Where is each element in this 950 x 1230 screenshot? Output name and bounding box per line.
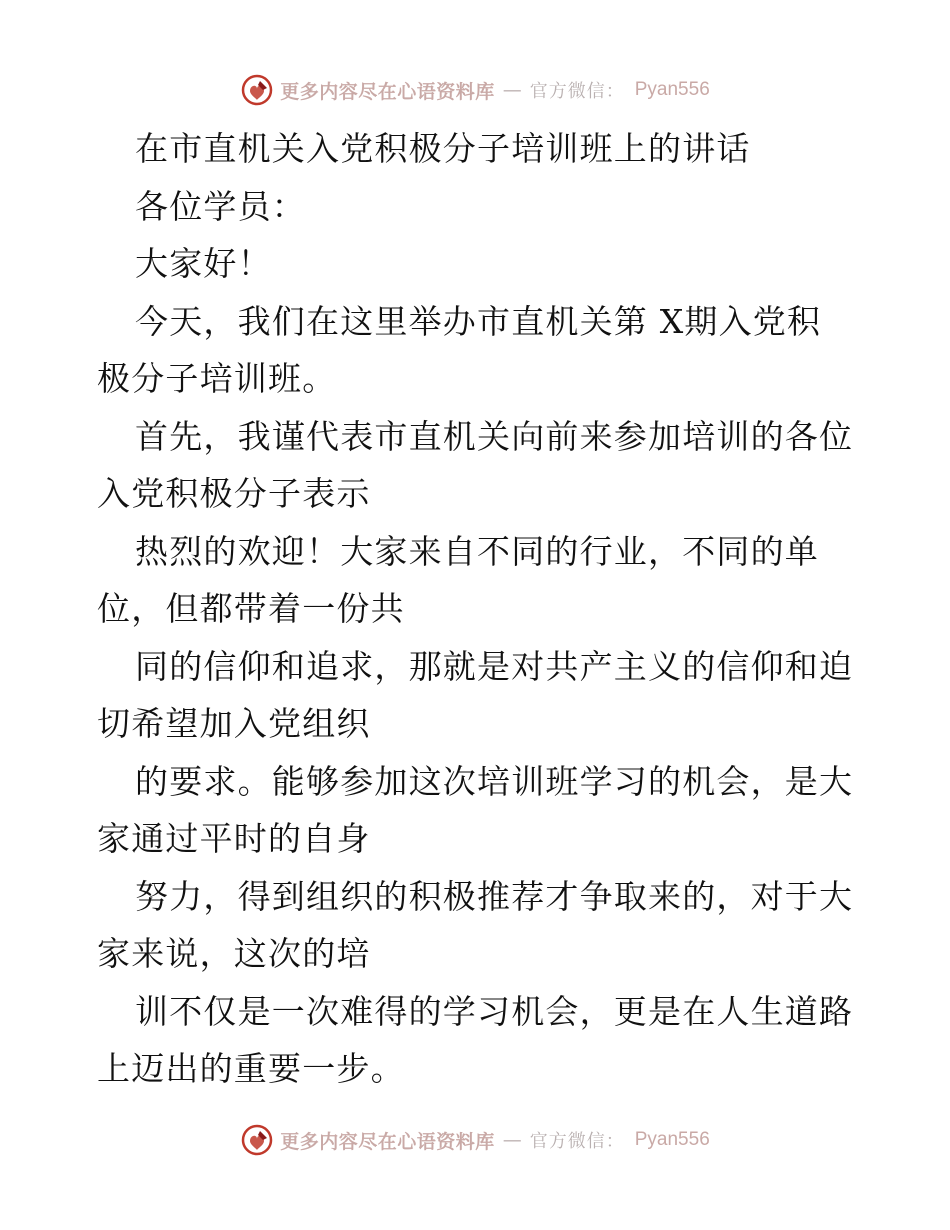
footer-watermark-banner xyxy=(0,1122,950,1158)
banner-main-text: 更多内容尽在心语资料库 xyxy=(280,1130,495,1153)
paragraph-line: 今天，我们在这里举办市直机关第 X期入党积 xyxy=(135,301,822,341)
paragraph-line: 首先，我谨代表市直机关向前来参加培训的各位 xyxy=(135,416,854,456)
paragraph-line: 的要求。能够参加这次培训班学习的机会，是大 xyxy=(135,761,854,801)
banner-wechat-id: Pyan556 xyxy=(634,1129,710,1150)
paragraph-line: 家通过平时的自身 xyxy=(97,819,371,858)
banner-wechat-label: 官方微信： xyxy=(529,1131,625,1152)
heart-pen-logo-icon xyxy=(240,1123,274,1157)
paragraph-line: 努力，得到组织的积极推荐才争取来的，对于大 xyxy=(135,876,854,916)
header-watermark-banner xyxy=(0,72,950,108)
paragraph-line: 切希望加入党组织 xyxy=(97,704,371,743)
paragraph-line: 家来说，这次的培 xyxy=(97,934,371,973)
paragraph-line: 位，但都带着一份共 xyxy=(97,589,405,628)
paragraph-line: 上迈出的重要一步。 xyxy=(97,1049,405,1088)
paragraph-line: 热烈的欢迎！大家来自不同的行业，不同的单 xyxy=(135,531,819,571)
banner-dash: — xyxy=(502,1129,522,1151)
banner-wechat-id: Pyan556 xyxy=(634,79,710,100)
paragraph-line: 训不仅是一次难得的学习机会，更是在人生道路 xyxy=(135,991,854,1031)
greeting: 大家好！ xyxy=(135,244,272,283)
heart-pen-logo-icon xyxy=(240,73,274,107)
banner-main-text: 更多内容尽在心语资料库 xyxy=(280,80,495,103)
banner-dash: — xyxy=(502,79,522,101)
document-title: 在市直机关入党积极分子培训班上的讲话 xyxy=(135,129,751,168)
salutation: 各位学员： xyxy=(135,186,306,226)
document-body xyxy=(97,120,857,1098)
paragraph-line: 同的信仰和追求，那就是对共产主义的信仰和迫 xyxy=(135,646,854,686)
banner-wechat-label: 官方微信： xyxy=(529,81,625,102)
paragraph-line: 极分子培训班。 xyxy=(97,359,337,398)
paragraph-line: 入党积极分子表示 xyxy=(97,474,371,513)
